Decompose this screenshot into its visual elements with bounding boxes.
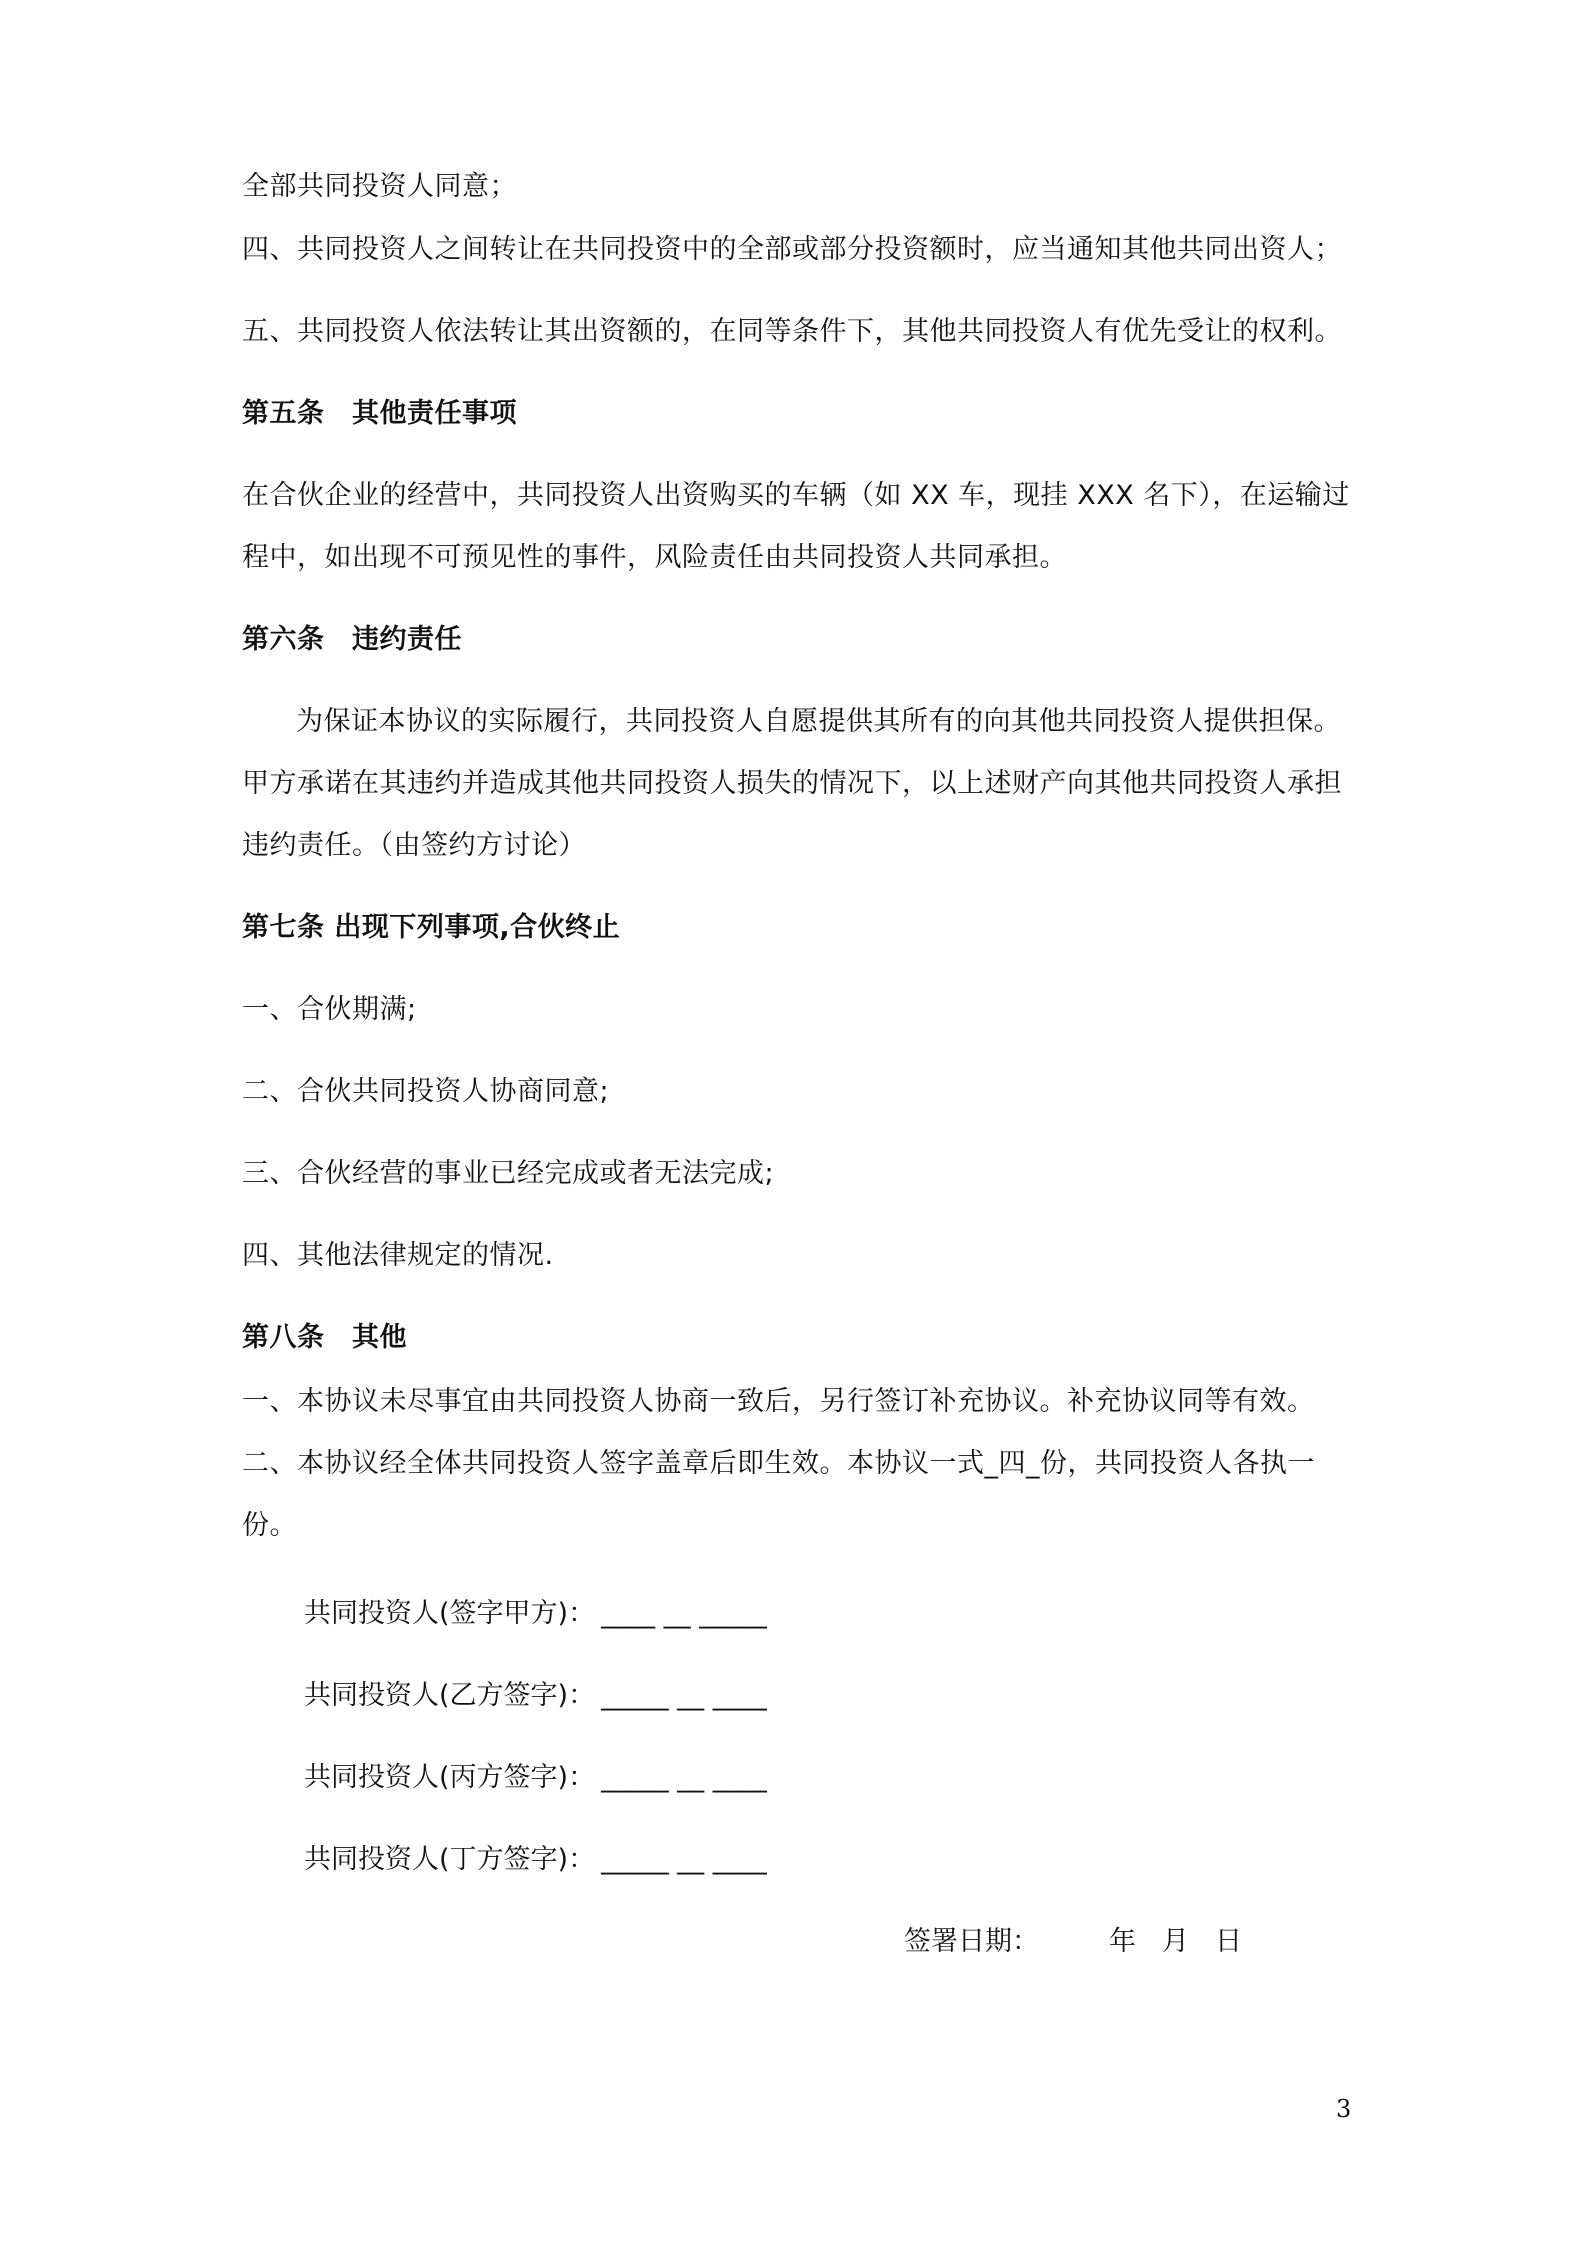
paragraph-line: 违约责任。（由签约方讨论）: [242, 830, 586, 861]
signature-line-party-a: [304, 1596, 767, 1632]
date-year: 年: [1109, 1926, 1136, 1957]
list-item: 一、合伙期满;: [242, 994, 417, 1025]
signature-label: 共同投资人(签字甲方)：: [304, 1598, 596, 1629]
signature-line-party-c: [304, 1760, 767, 1796]
signature-label: 共同投资人(乙方签字)：: [304, 1680, 596, 1711]
paragraph-line: 二、本协议经全体共同投资人签字盖章后即生效。本协议一式_四_份，共同投资人各执一: [242, 1448, 1315, 1479]
paragraph-line: 一、本协议未尽事宜由共同投资人协商一致后，另行签订补充协议。补充协议同等有效。: [242, 1386, 1315, 1417]
signature-blank: _____ __ ____: [601, 1844, 767, 1875]
signature-blank: ____ __ _____: [601, 1598, 767, 1629]
page-number: 3: [1336, 2095, 1352, 2123]
article-8-heading: 第八条 其他: [242, 1322, 407, 1353]
paragraph-line: 程中，如出现不可预见性的事件，风险责任由共同投资人共同承担。: [242, 542, 1067, 573]
paragraph-line: 甲方承诺在其违约并造成其他共同投资人损失的情况下，以上述财产向其他共同投资人承担: [242, 768, 1342, 799]
signature-blank: _____ __ ____: [601, 1762, 767, 1793]
signature-blank: _____ __ ____: [601, 1680, 767, 1711]
date-month: 月: [1162, 1926, 1189, 1957]
signature-line-party-d: [304, 1842, 767, 1878]
list-item: 四、其他法律规定的情况.: [242, 1240, 554, 1271]
signature-label: 共同投资人(丁方签字)：: [304, 1844, 596, 1875]
article-6-heading: 第六条 违约责任: [242, 624, 462, 655]
paragraph-line: 五、共同投资人依法转让其出资额的，在同等条件下，其他共同投资人有优先受让的权利。: [242, 316, 1342, 347]
signing-date: [904, 1924, 1242, 1960]
paragraph-line: 全部共同投资人同意；: [242, 171, 517, 202]
paragraph-line: 在合伙企业的经营中，共同投资人出资购买的车辆（如 XX 车，现挂 XXX 名下），在运输过: [242, 480, 1350, 511]
signature-label: 共同投资人(丙方签字)：: [304, 1762, 596, 1793]
article-5-heading: 第五条 其他责任事项: [242, 398, 517, 429]
paragraph-line: 份。: [242, 1510, 297, 1541]
article-7-heading: 第七条 出现下列事项,合伙终止: [242, 912, 621, 943]
paragraph-line: 为保证本协议的实际履行，共同投资人自愿提供其所有的向其他共同投资人提供担保。: [296, 706, 1341, 737]
paragraph-line: 四、共同投资人之间转让在共同投资中的全部或部分投资额时，应当通知其他共同出资人；: [242, 234, 1342, 265]
signing-date-label: 签署日期：: [904, 1926, 1039, 1957]
date-day: 日: [1215, 1926, 1242, 1957]
list-item: 二、合伙共同投资人协商同意;: [242, 1076, 610, 1107]
signature-line-party-b: [304, 1678, 767, 1714]
list-item: 三、合伙经营的事业已经完成或者无法完成;: [242, 1158, 775, 1189]
